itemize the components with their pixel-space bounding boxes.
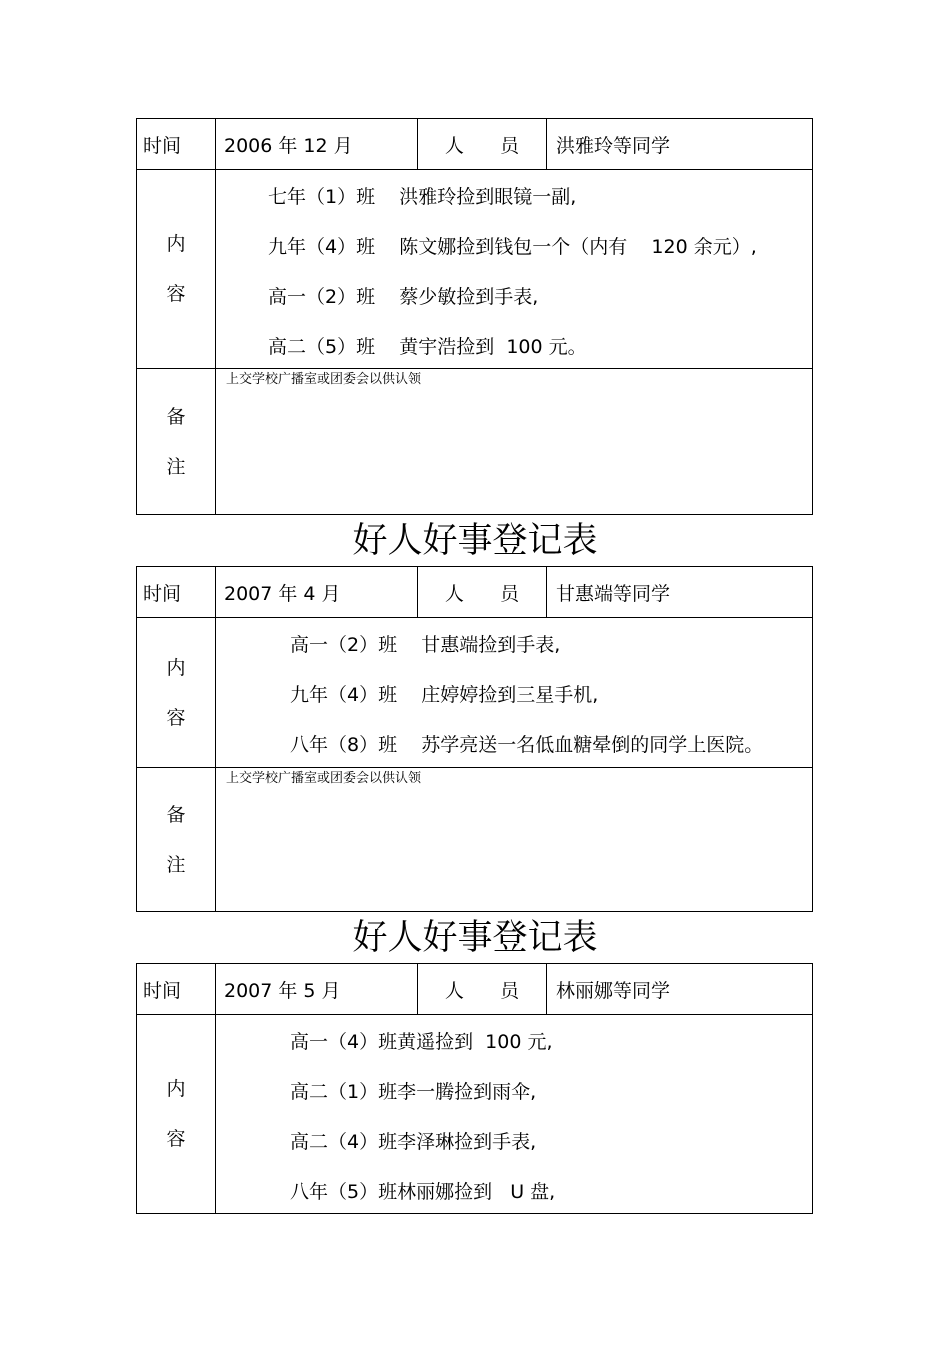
- form-title: 好人好事登记表: [352, 918, 598, 958]
- time-value: 2007 年 5 月: [216, 964, 418, 1014]
- note-label: [137, 768, 216, 911]
- content-label: [137, 1015, 216, 1213]
- content-label-char-2: 容: [166, 706, 186, 729]
- time-label: 时间: [137, 964, 216, 1014]
- note-label-char-1: 备: [166, 405, 186, 428]
- header-row: [137, 119, 812, 170]
- note-text: 上交学校广播室或团委会以供认领: [226, 372, 422, 387]
- content-line: 八年（5）班林丽娜捡到 U 盘,: [290, 1181, 556, 1203]
- content-label: [137, 618, 216, 767]
- header-row: [137, 964, 812, 1015]
- content-cell: [216, 618, 812, 767]
- content-line: 七年（1）班 洪雅玲捡到眼镜一副,: [268, 186, 577, 208]
- header-row: [137, 567, 812, 618]
- content-label: [137, 170, 216, 368]
- record-form-1: [136, 118, 813, 515]
- person-label: 人 员: [418, 567, 547, 617]
- content-line: 八年（8）班 苏学亮送一名低血糖晕倒的同学上医院。: [290, 734, 764, 756]
- record-form-2: [136, 566, 813, 912]
- time-value: 2007 年 4 月: [216, 567, 418, 617]
- content-line: 九年（4）班 陈文娜捡到钱包一个（内有 120 余元）,: [268, 236, 757, 258]
- content-line: 高二（1）班李一腾捡到雨伞,: [290, 1081, 537, 1103]
- person-label: 人 员: [418, 119, 547, 169]
- content-label-char-1: 内: [166, 656, 186, 679]
- content-line: 高二（5）班 黄宇浩捡到 100 元。: [268, 336, 587, 358]
- content-cell: [216, 1015, 812, 1213]
- content-line: 高一（2）班 蔡少敏捡到手表,: [268, 286, 539, 308]
- person-value: 洪雅玲等同学: [556, 134, 671, 157]
- content-row: [137, 618, 812, 768]
- content-row: [137, 1015, 812, 1213]
- content-line: 高一（4）班黄遥捡到 100 元,: [290, 1031, 553, 1053]
- note-text: 上交学校广播室或团委会以供认领: [226, 771, 422, 786]
- person-label: 人 员: [418, 964, 547, 1014]
- content-label-char-1: 内: [166, 233, 186, 255]
- content-label-char-2: 容: [166, 283, 186, 305]
- content-row: [137, 170, 812, 369]
- form-title: 好人好事登记表: [352, 521, 598, 561]
- content-cell: [216, 170, 812, 368]
- note-row: [137, 369, 812, 514]
- content-line: 高一（2）班 甘惠端捡到手表,: [290, 634, 561, 656]
- note-label-char-1: 备: [166, 803, 186, 826]
- record-form-3: [136, 963, 813, 1214]
- time-value: 2006 年 12 月: [216, 119, 418, 169]
- time-label: 时间: [137, 119, 216, 169]
- content-line: 九年（4）班 庄婷婷捡到三星手机,: [290, 684, 599, 706]
- note-label-char-2: 注: [166, 455, 186, 478]
- person-value: 林丽娜等同学: [556, 979, 671, 1002]
- time-label: 时间: [137, 567, 216, 617]
- person-value: 甘惠端等同学: [556, 582, 671, 605]
- content-label-char-2: 容: [166, 1128, 186, 1150]
- note-label-char-2: 注: [166, 853, 186, 876]
- note-row: [137, 768, 812, 911]
- content-label-char-1: 内: [166, 1078, 186, 1100]
- content-line: 高二（4）班李泽琳捡到手表,: [290, 1131, 537, 1153]
- note-label: [137, 369, 216, 514]
